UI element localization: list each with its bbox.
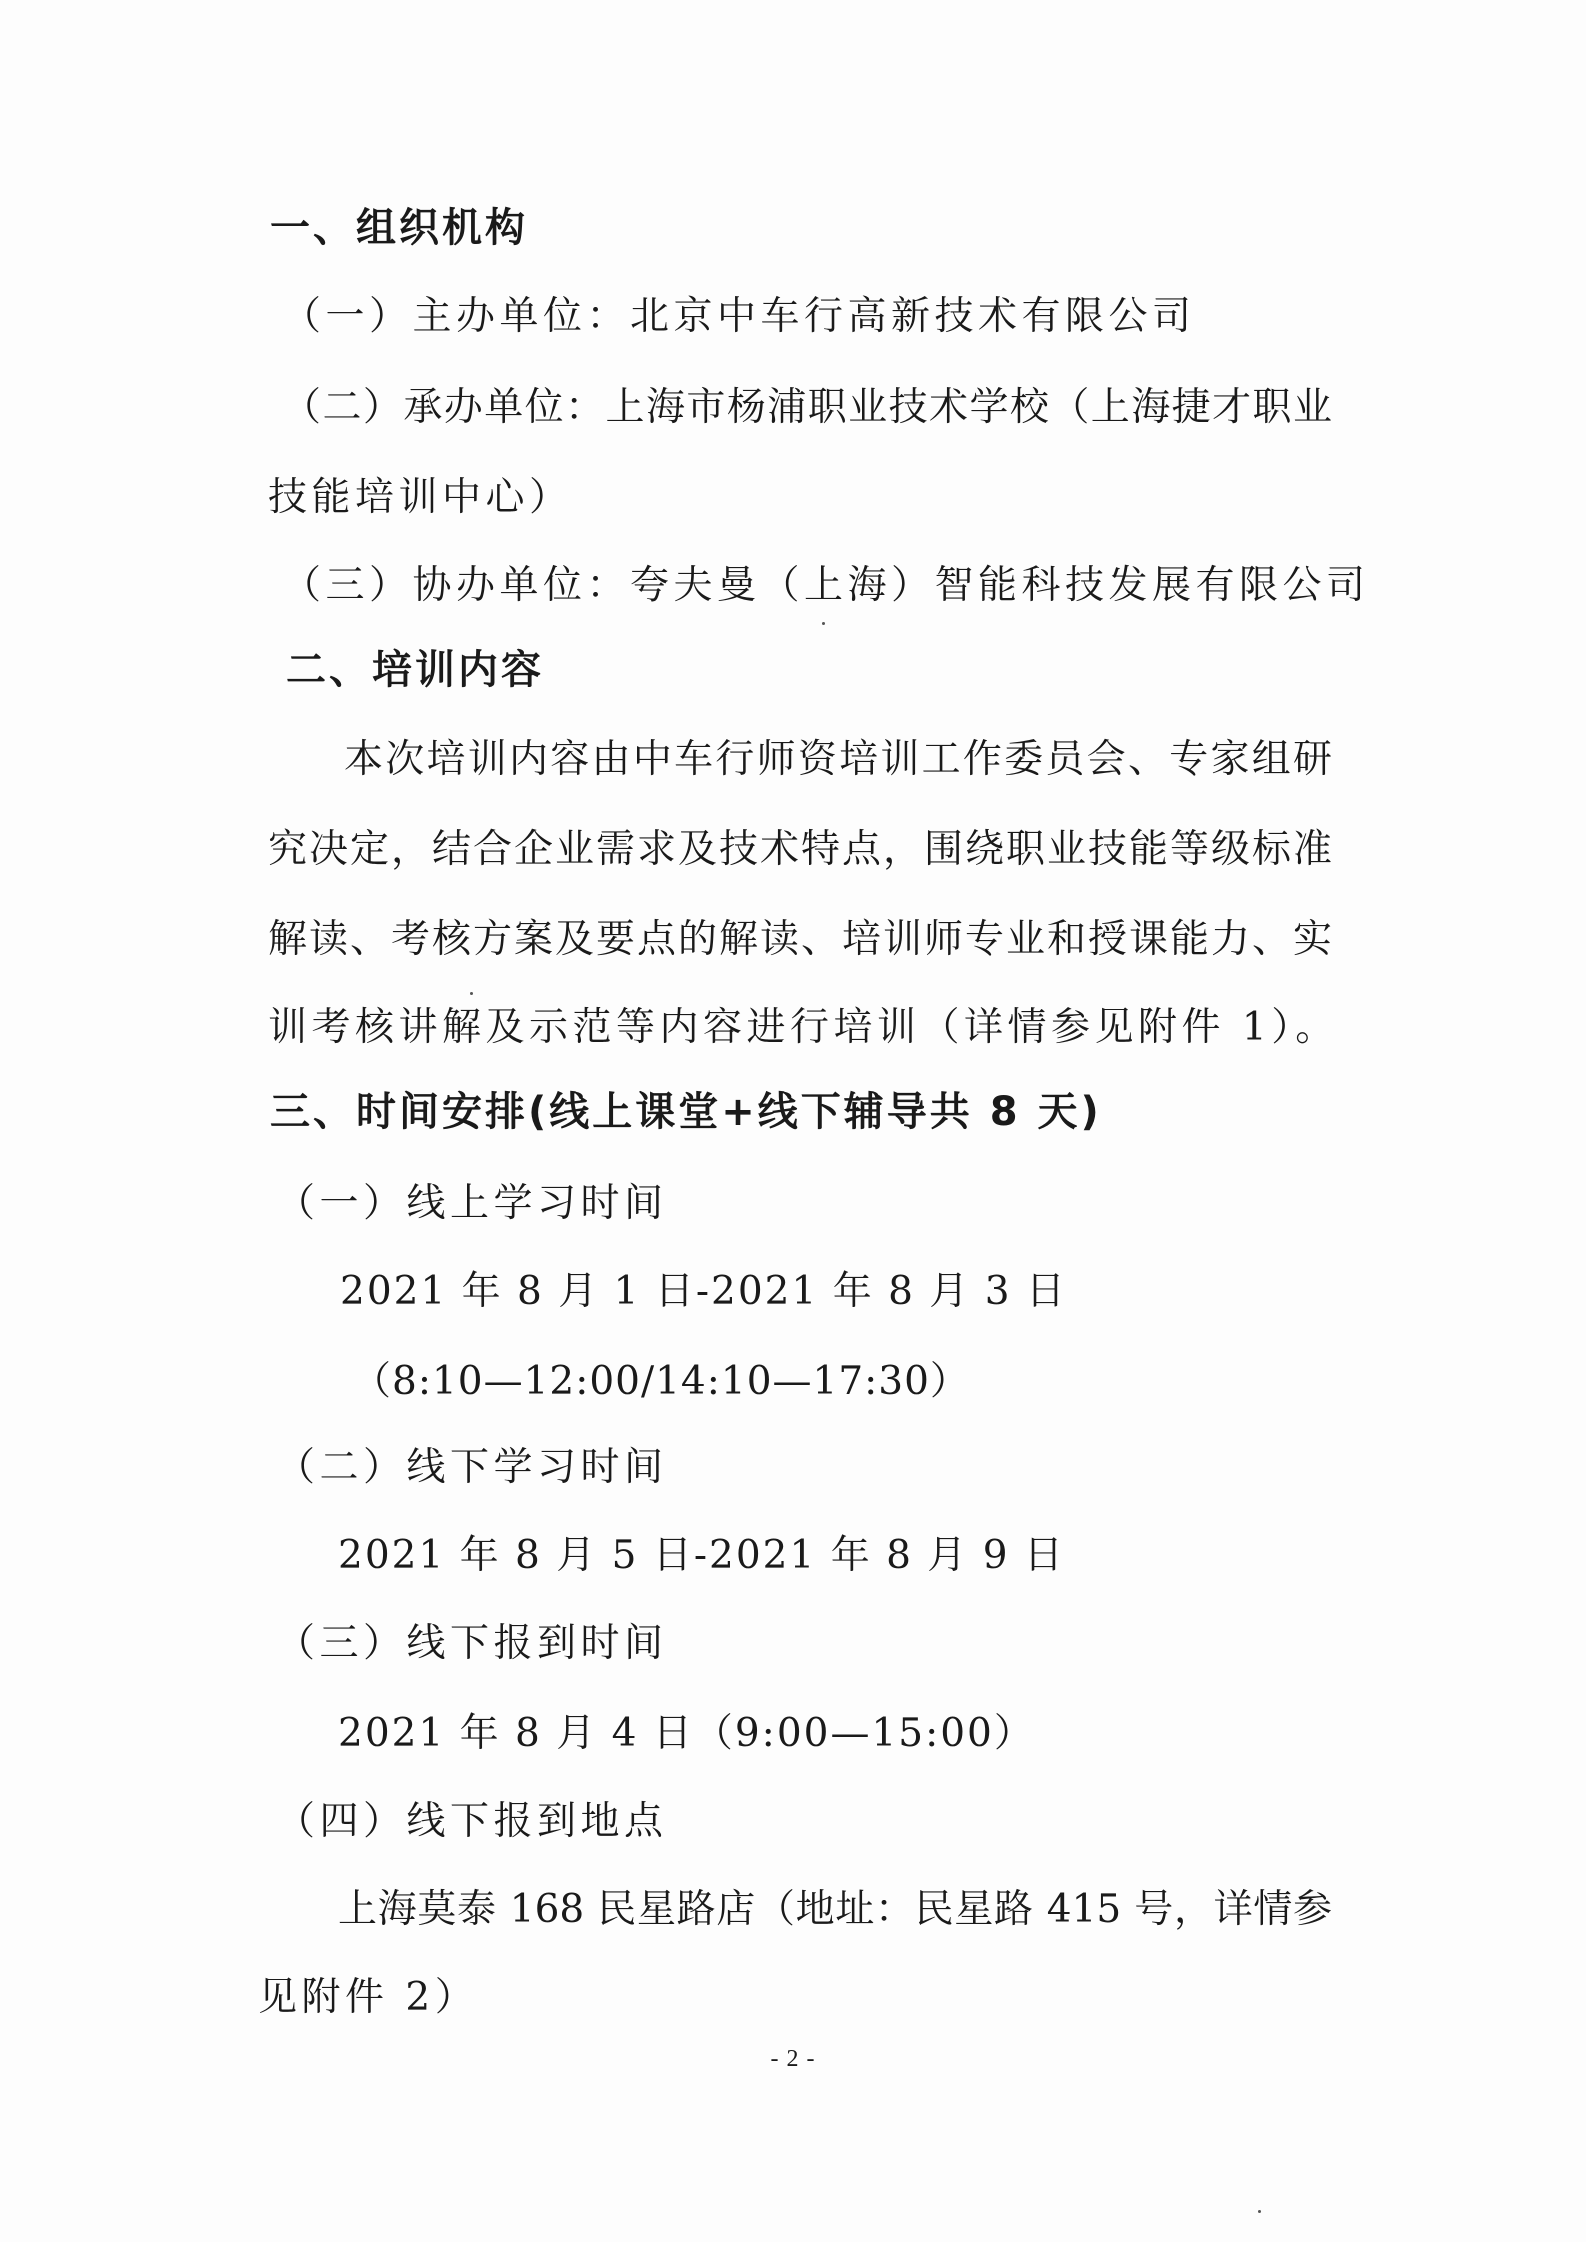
check-in-time-value: 2021 年 8 月 4 日（9:00—15:00）: [338, 1711, 1035, 1756]
online-study-date: 2021 年 8 月 1 日-2021 年 8 月 3 日: [340, 1269, 1067, 1314]
section-heading-schedule: 三、时间安排(线上课堂+线下辅导共 8 天): [270, 1089, 1102, 1135]
scan-speck: [822, 622, 825, 625]
section-heading-training-content: 二、培训内容: [286, 647, 544, 693]
training-paragraph-line-1: 本次培训内容由中车行师资培训工作委员会、专家组研: [344, 737, 1332, 782]
check-in-location-title: （四）线下报到地点: [276, 1799, 668, 1844]
scan-speck: [1258, 2210, 1261, 2213]
host-line-1: （二）承办单位：上海市杨浦职业技术学校（上海捷才职业: [282, 385, 1332, 430]
organizer-line: （一）主办单位：北京中车行高新技术有限公司: [282, 294, 1196, 339]
check-in-location-line-2: 见附件 2）: [258, 1975, 479, 2020]
co-organizer-line: （三）协办单位：夸夫曼（上海）智能科技发展有限公司: [282, 563, 1370, 608]
online-study-hours: （8:10—12:00/14:10—17:30）: [352, 1359, 970, 1404]
host-line-2: 技能培训中心）: [268, 475, 573, 520]
check-in-time-title: （三）线下报到时间: [276, 1621, 668, 1666]
offline-study-date: 2021 年 8 月 5 日-2021 年 8 月 9 日: [338, 1533, 1065, 1578]
section-heading-organization: 一、组织机构: [270, 205, 528, 251]
training-paragraph-line-3: 解读、考核方案及要点的解读、培训师专业和授课能力、实: [268, 917, 1332, 962]
online-study-title: （一）线上学习时间: [276, 1181, 668, 1226]
training-paragraph-line-4: 训考核讲解及示范等内容进行培训（详情参见附件 1）。: [268, 1005, 1339, 1050]
scan-speck: [470, 992, 473, 995]
training-paragraph-line-2: 究决定，结合企业需求及技术特点，围绕职业技能等级标准: [268, 827, 1332, 872]
check-in-location-line-1: 上海莫泰 168 民星路店（地址：民星路 415 号，详情参: [338, 1887, 1332, 1932]
page-number: - 2 -: [770, 2046, 816, 2072]
offline-study-title: （二）线下学习时间: [276, 1445, 668, 1490]
